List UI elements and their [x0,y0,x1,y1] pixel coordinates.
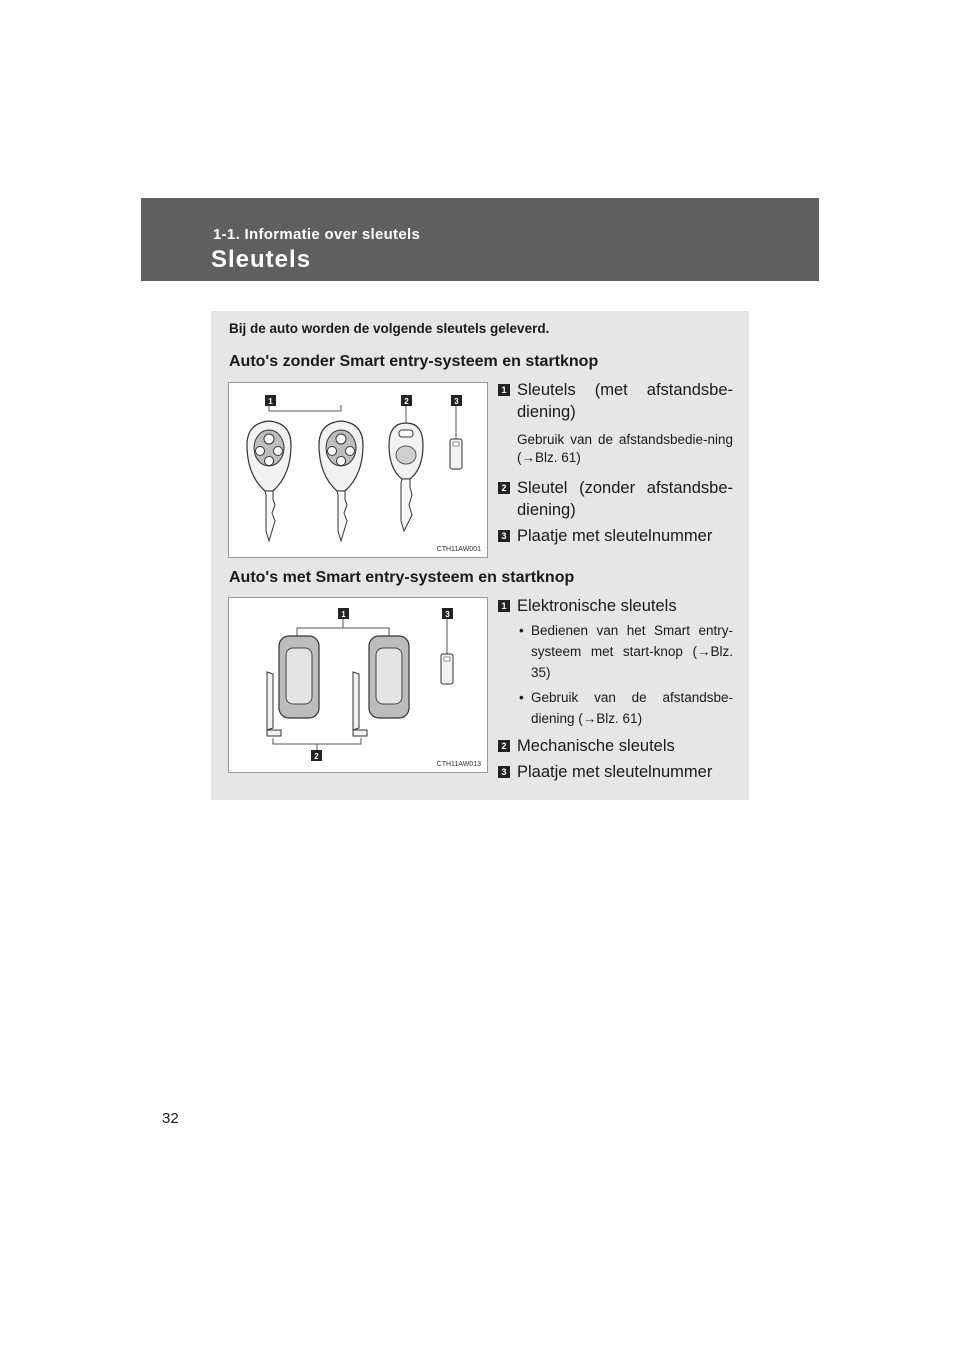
figure-code: CTH11AW013 [436,761,481,768]
figure-code: CTH11AW001 [436,546,481,553]
callout-1-label: 1 [268,397,273,406]
page-reference-link[interactable]: Blz. 61 [596,711,638,726]
arrow-icon: → [696,644,711,659]
chapter-header [141,198,819,281]
keys-illustration-with-smart-entry [228,597,488,773]
section-heading-with-smart-entry: Auto's met Smart entry-systeem en startknop [229,569,575,586]
bullet-icon: • [519,690,524,705]
legend-item [498,735,733,757]
legend-item [498,761,733,783]
section-heading-without-smart-entry: Auto's zonder Smart entry-systeem en startknop [229,353,599,370]
item-number-badge: 2 [498,482,510,494]
bullet-icon: • [519,623,524,638]
page-number: 32 [162,1110,179,1127]
smart-key-2 [353,636,409,736]
item-number-badge: 1 [498,384,510,396]
item-label: Plaatje met sleutelnummer [517,527,713,545]
legend-item [498,525,733,547]
bullet-text-end: ) [637,711,643,726]
intro-text: Bij de auto worden de volgende sleutels geleverd. [229,321,550,336]
arrow-icon: → [521,450,535,465]
page-reference-link[interactable]: Blz. 61 [535,450,577,465]
smart-keys-drawing [229,598,487,772]
bullet-item [517,620,733,683]
key-number-plate [441,654,453,684]
callout-2-label: 2 [404,397,409,406]
callout-3-label: 3 [454,397,459,406]
item-label: Sleutels (met afstandsbe-diening) [517,381,733,421]
key-number-plate [450,439,462,469]
note-text: Gebruik van de afstandsbedie-ning ( [517,432,733,465]
remote-key-1 [247,421,291,541]
arrow-icon: → [582,711,597,726]
callout-3-label: 3 [445,610,450,619]
page-reference-link[interactable]: Blz. 35 [531,644,733,680]
keys-illustration-without-smart-entry [228,382,488,558]
legend-item [498,379,733,423]
bullet-list [498,620,733,729]
plain-key [389,423,423,531]
item-note [498,431,733,467]
page-title: Sleutels [211,246,312,273]
item-label: Plaatje met sleutelnummer [517,763,713,781]
content-panel [211,311,749,800]
remote-key-2 [319,421,363,541]
item-number-badge: 3 [498,530,510,542]
legend-with-smart-entry [498,595,733,783]
item-label: Sleutel (zonder afstandsbe-diening) [517,479,733,519]
keys-drawing [229,383,487,557]
bullet-text: Gebruik van de afstandsbe-diening ( [531,690,733,726]
callout-2-label: 2 [314,752,319,761]
smart-key-1 [267,636,319,736]
bullet-text: Bedienen van het Smart entry-systeem met start-knop ( [531,623,733,659]
note-text-end: ) [576,450,581,465]
item-number-badge: 3 [498,766,510,778]
callout-1-label: 1 [341,610,346,619]
item-label: Mechanische sleutels [517,737,675,755]
legend-item [498,595,733,617]
legend-item [498,477,733,521]
legend-without-smart-entry [498,379,733,547]
item-number-badge: 1 [498,600,510,612]
item-number-badge: 2 [498,740,510,752]
bullet-item [517,687,733,729]
item-label: Elektronische sleutels [517,597,677,615]
bullet-text-end: ) [546,665,551,680]
section-title: 1-1. Informatie over sleutels [213,226,421,243]
